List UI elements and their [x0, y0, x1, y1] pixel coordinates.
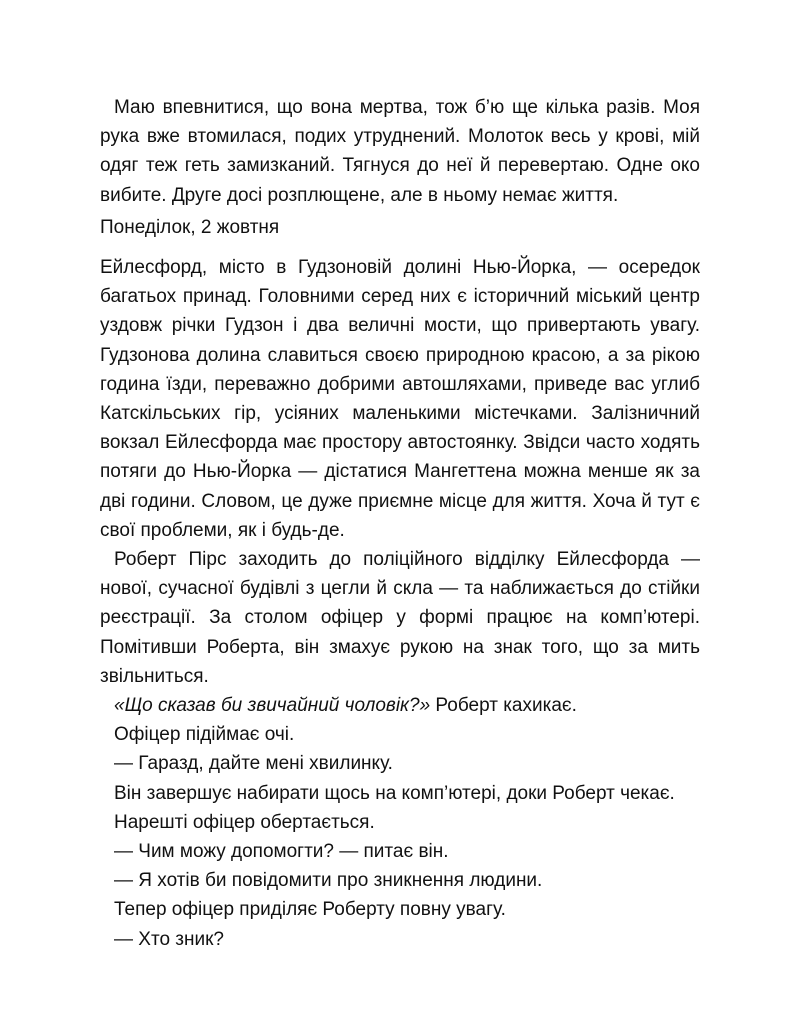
paragraph-3: Роберт Пірс заходить до поліційного відділку Ейлесфорда — нової, сучасної будівлі з цегли й скла — та наближається до стійки реєстрації. За столом офіцер у формі працює на комп’ютері. Помітивши Роберта, він змахує рукою на знак того, що за мить звільниться.	[100, 549, 700, 687]
dialogue-line-10: — Я хотів би повідомити про зникнення людини.	[114, 870, 543, 892]
paragraph-1: Маю впевнитися, що вона мертва, тож б’ю ще кілька разів. Моя рука вже втомилася, подих утруднений. Молоток весь у крові, мій одяг теж геть замизканий. Тягнуся до неї й перевертаю. Одне око вибите. Друге досі розплющене, але в ньому немає життя.	[100, 97, 700, 206]
dialogue-line-5: Офіцер підіймає очі.	[114, 724, 295, 746]
inner-thought-text: «Що сказав би звичайний чоловік?»	[114, 695, 431, 717]
dialogue-line-6: — Гаразд, дайте мені хвилинку.	[114, 753, 393, 775]
dialogue-line-12: — Хто зник?	[114, 928, 224, 950]
dialogue-line-8: Нарешті офіцер обертається.	[114, 811, 375, 833]
dialogue-line-11: Тепер офіцер приділяє Роберту повну увагу.	[114, 899, 506, 921]
line-4-rest: Роберт кахикає.	[430, 695, 577, 717]
dialogue-line-4	[100, 691, 700, 720]
dialogue-line-9: — Чим можу допомогти? — питає він.	[114, 841, 449, 863]
opening-paragraph-block	[100, 93, 700, 210]
date-heading-block	[100, 213, 700, 242]
paragraph-2: Ейлесфорд, місто в Гудзоновій долині Нью-Йорка, — осередок багатьох принад. Головними серед них є історичний міський центр уздовж річки Гудзон і два величні мости, що привертають увагу. Гудзонова долина славиться своєю природною красою, а за рікою година їзди, переважно добрими автошляхами, приведе вас углиб Катскільських гір, усіяних маленькими містечками. Залізничний вокзал Ейлесфорда має простору автостоянку. Звідси часто ходять потяги до Нью-Йорка — дістатися Мангеттена можна менше як за дві години. Словом, це дуже приємне місце для життя. Хоча й тут є свої проблеми, як і будь-де.	[100, 257, 700, 541]
dialogue-line-7: Він завершує набирати щось на комп’ютері, доки Роберт чекає.	[114, 782, 675, 804]
date-heading: Понеділок, 2 жовтня	[100, 217, 280, 238]
main-text-block	[100, 253, 700, 954]
